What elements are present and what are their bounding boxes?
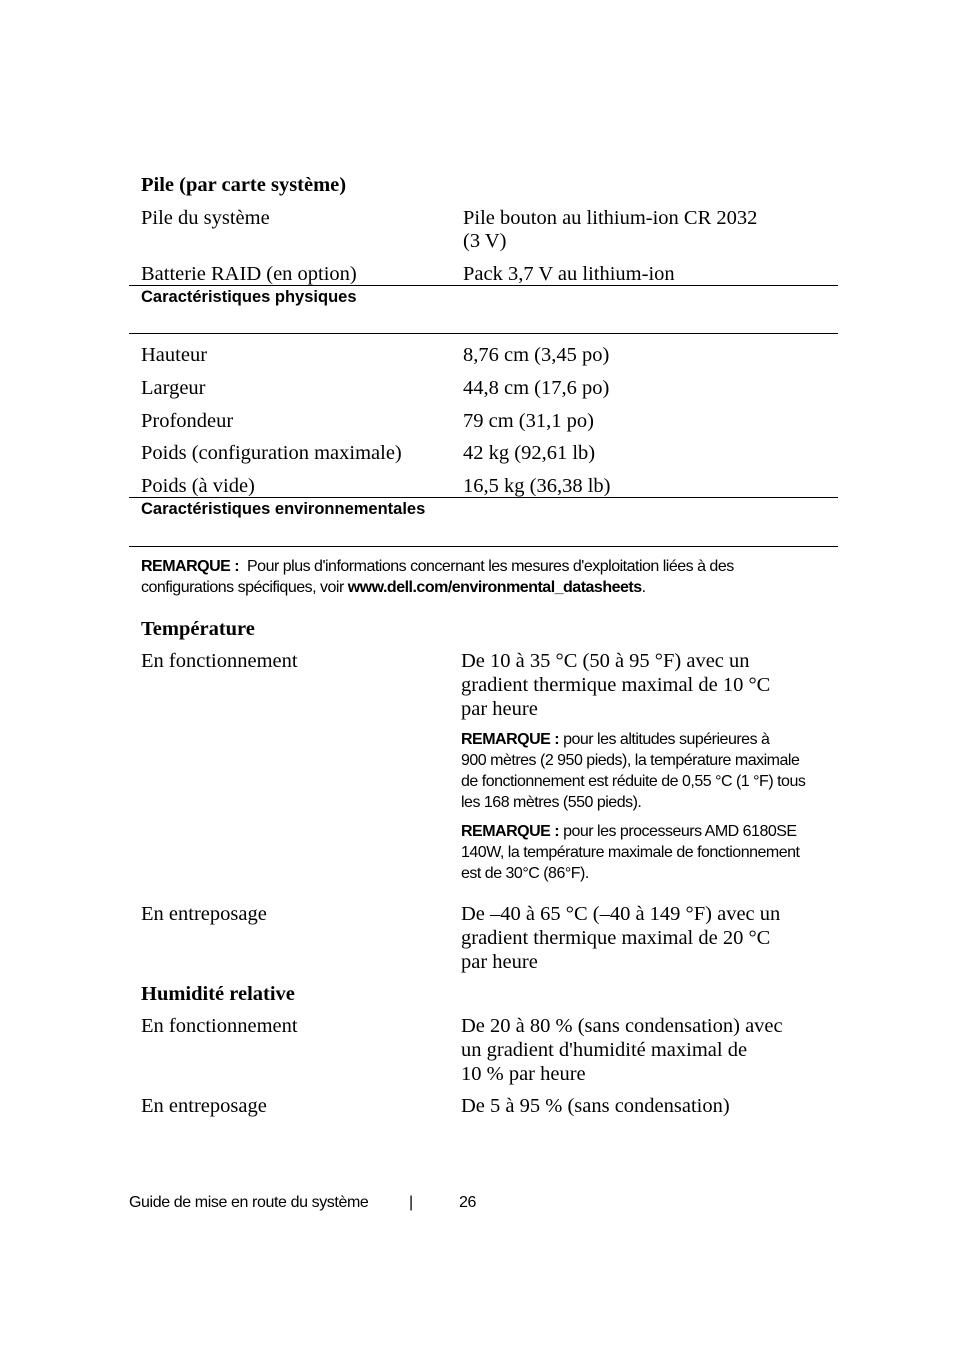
humidity-operating-value [461,1014,783,1086]
physical-weight-empty-value: 16,5 kg (36,38 lb) [463,475,611,497]
note-text: Pour plus d'informations concernant les mesures d'exploitation liées à des [247,558,734,575]
temperature-operating-value [461,649,770,721]
temperature-altitude-note [461,729,805,813]
note-label: REMARQUE : [461,731,560,748]
battery-heading: Pile (par carte système) [141,174,347,196]
temperature-amd-note [461,821,799,884]
text-line: par heure [461,698,538,720]
text-line: un gradient d'humidité maximal de [461,1039,748,1061]
temperature-heading: Température [141,618,255,640]
battery-raid-value: Pack 3,7 V au lithium-ion [463,263,675,285]
physical-weight-max-value: 42 kg (92,61 lb) [463,442,596,464]
temperature-storage-value [461,902,780,974]
footer-separator: | [409,1194,413,1211]
note-text: 900 mètres (2 950 pieds), la température maximale [461,752,800,769]
environmental-heading: Caractéristiques environnementales [141,500,426,518]
note-text: pour les processeurs AMD 6180SE [563,823,797,840]
physical-weight-empty-label: Poids (à vide) [141,475,255,497]
divider [129,285,838,286]
divider [129,497,838,498]
footer-title: Guide de mise en route du système [129,1194,369,1211]
text-line: De 20 à 80 % (sans condensation) avec [461,1015,783,1037]
note-label: REMARQUE : [141,558,240,575]
physical-weight-max-label: Poids (configuration maximale) [141,442,402,464]
note-text: pour les altitudes supérieures à [563,731,770,748]
note-text: 140W, la température maximale de fonctionnement [461,844,800,861]
humidity-heading: Humidité relative [141,983,295,1005]
physical-width-label: Largeur [141,377,206,399]
note-label: REMARQUE : [461,823,560,840]
divider [129,333,838,334]
page-number: 26 [459,1194,476,1211]
physical-height-label: Hauteur [141,344,208,366]
physical-height-value: 8,76 cm (3,45 po) [463,344,610,366]
divider [129,546,838,547]
temperature-storage-label: En entreposage [141,903,267,925]
battery-system-value-line1: Pile bouton au lithium-ion CR 2032 [463,207,758,229]
note-text: les 168 mètres (550 pieds). [461,794,642,811]
physical-depth-label: Profondeur [141,410,234,432]
humidity-storage-value: De 5 à 95 % (sans condensation) [461,1095,730,1117]
note-text: configurations spécifiques, voir [141,579,344,596]
battery-system-value-line2: (3 V) [463,230,507,252]
physical-heading: Caractéristiques physiques [141,288,357,306]
physical-depth-value: 79 cm (31,1 po) [463,410,594,432]
text-line: 10 % par heure [461,1063,586,1085]
note-end: . [641,579,646,596]
battery-raid-label: Batterie RAID (en option) [141,263,357,285]
note-text: est de 30°C (86°F). [461,865,589,882]
text-line: De 10 à 35 °C (50 à 95 °F) avec un [461,650,750,672]
text-line: gradient thermique maximal de 10 °C [461,674,771,696]
note-text: de fonctionnement est réduite de 0,55 °C (1 °F) tous [461,773,806,790]
text-line: De –40 à 65 °C (–40 à 149 °F) avec un [461,903,781,925]
battery-system-label: Pile du système [141,207,270,229]
humidity-storage-label: En entreposage [141,1095,267,1117]
environmental-note [141,556,841,598]
text-line: par heure [461,951,538,973]
physical-width-value: 44,8 cm (17,6 po) [463,377,610,399]
datasheets-link[interactable]: www.dell.com/environmental_datasheets [347,579,642,596]
text-line: gradient thermique maximal de 20 °C [461,927,771,949]
temperature-operating-label: En fonctionnement [141,650,298,672]
humidity-operating-label: En fonctionnement [141,1015,298,1037]
